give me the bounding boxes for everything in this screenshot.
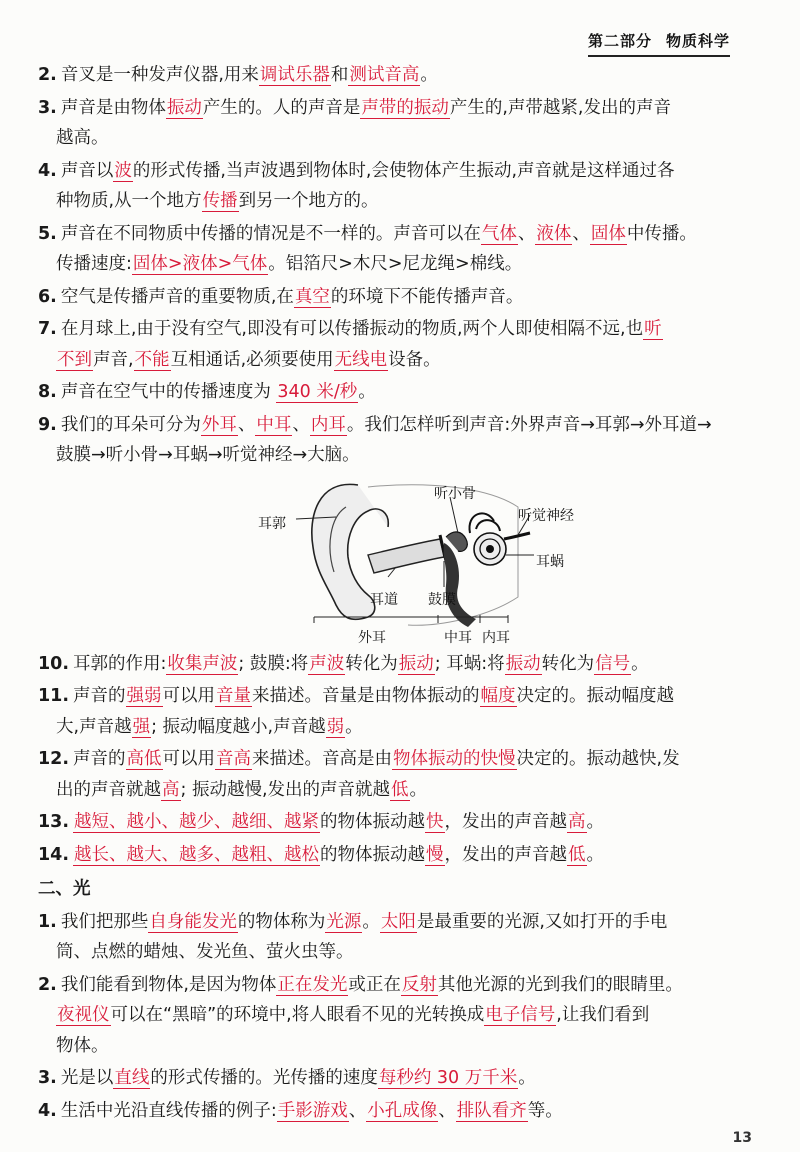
item-text: 产生的。人的声音是	[202, 97, 361, 118]
item-line	[38, 712, 740, 743]
answer-text: 快	[426, 812, 444, 832]
list-item	[38, 1063, 740, 1094]
answer-text: 外耳	[201, 414, 237, 435]
answer-text: 振动	[398, 653, 434, 674]
item-text: 转化为	[345, 653, 398, 674]
item-text: 的形式传播的。光传播的速度	[150, 1068, 378, 1088]
item-text: 。	[358, 382, 376, 402]
list-item	[38, 377, 740, 408]
item-number: 13.	[38, 812, 70, 832]
label-ear-canal: 耳道	[370, 591, 398, 608]
item-text: 物体。	[56, 1035, 109, 1056]
list-item	[38, 970, 740, 1062]
item-text: 声音在不同物质中传播的情况是不一样的。声音可以在	[60, 223, 481, 244]
item-text: 声音在空气中的传播速度为	[60, 382, 277, 402]
list-item	[38, 410, 740, 471]
label-inner-ear: 内耳	[482, 629, 510, 646]
item-line	[38, 249, 740, 280]
answer-text: 传播	[202, 191, 238, 211]
item-text: 我们的耳朵可分为	[60, 414, 201, 435]
answer-text: 越短、越小、越少、越细、越紧	[74, 812, 320, 832]
item-line	[38, 775, 740, 806]
list-item	[38, 314, 740, 375]
item-text: 音叉是一种发声仪器,用来	[60, 65, 259, 85]
list-item	[38, 807, 740, 838]
label-cochlea: 耳蜗	[536, 553, 564, 570]
item-text: 声音,	[93, 349, 134, 370]
item-number: 10.	[38, 653, 70, 674]
list-item	[38, 907, 740, 968]
answer-text: 固体>液体>气体	[132, 254, 268, 274]
answer-text: 低	[568, 844, 586, 865]
label-ossicles: 听小骨	[434, 485, 476, 502]
item-number: 2.	[38, 974, 57, 995]
answer-text: 收集声波	[167, 653, 238, 674]
answer-text: 手影游戏	[277, 1100, 348, 1121]
item-text: ; 振动越慢,发出的声音就越	[180, 779, 391, 800]
item-text: 声音的	[73, 686, 126, 706]
item-text: 声音的	[73, 749, 126, 769]
item-number: 3.	[38, 1068, 57, 1088]
answer-text: 夜视仪	[57, 1005, 110, 1025]
answer-text: 光源	[326, 911, 362, 932]
item-line	[38, 60, 740, 91]
item-number: 2.	[38, 65, 57, 85]
answer-text: 振动	[505, 653, 541, 674]
answer-text: 强	[132, 716, 151, 737]
item-text: 来描述。音高是由	[252, 749, 393, 769]
item-text: 中传播。	[626, 223, 697, 244]
item-number: 5.	[38, 223, 57, 244]
answer-text: 直线	[114, 1068, 150, 1088]
item-number: 4.	[38, 160, 57, 181]
answer-text: 声波	[309, 653, 345, 674]
item-line	[38, 410, 740, 441]
item-text: 来描述。音量是由物体振动的	[252, 686, 480, 706]
item-text: 筒、点燃的蜡烛、发光鱼、萤火虫等。	[56, 942, 354, 962]
item-line	[38, 970, 740, 1001]
answer-text: 物体振动的快慢	[393, 749, 516, 769]
list-item	[38, 840, 740, 871]
answer-text: 弱	[326, 716, 345, 737]
item-text: 耳郭的作用:	[73, 653, 167, 674]
item-text: 声音是由物体	[60, 97, 166, 118]
item-text: 我们能看到物体,是因为物体	[60, 974, 277, 995]
item-text: 、	[348, 1100, 367, 1121]
item-text: 、	[517, 223, 536, 244]
list-item	[38, 156, 740, 217]
page-number: 13	[732, 1130, 752, 1146]
item-line	[38, 937, 740, 968]
item-line	[38, 440, 740, 471]
item-text: 、	[292, 414, 310, 435]
item-line	[38, 1063, 740, 1094]
item-line	[38, 282, 740, 313]
item-text: 。	[518, 1068, 536, 1088]
item-line	[38, 377, 740, 408]
answer-text: 声带的振动	[361, 97, 449, 118]
item-line	[38, 1096, 740, 1127]
sound-items-list-a	[38, 60, 740, 471]
item-text: 。	[345, 716, 363, 737]
item-number: 4.	[38, 1100, 57, 1121]
item-text: ; 耳蜗:将	[434, 653, 505, 674]
header-subject: 物质科学	[665, 32, 730, 50]
item-text: 。我们怎样听到声音:外界声音→耳郭→外耳道→	[346, 414, 712, 435]
item-text: ，发出的声音越	[444, 812, 568, 832]
answer-text: 调试乐器	[259, 65, 330, 85]
item-line	[38, 907, 740, 938]
answer-text: 正在发光	[277, 974, 348, 995]
label-eardrum: 鼓膜	[428, 591, 456, 608]
item-text: 的形式传播,当声波遇到物体时,会使物体产生振动,声音就是这样通过各	[132, 160, 675, 181]
answer-text: 真空	[294, 286, 330, 307]
item-text: 到另一个地方的。	[238, 191, 379, 211]
answer-text: 气体	[481, 223, 517, 244]
item-text: 的物体振动越	[320, 844, 426, 865]
item-line	[38, 649, 740, 680]
item-text: 。	[586, 812, 605, 832]
item-number: 1.	[38, 911, 57, 932]
item-text: 种物质,从一个地方	[56, 191, 202, 211]
label-auricle: 耳郭	[258, 515, 286, 532]
answer-text: 340 米/秒	[277, 382, 358, 402]
item-text: 决定的。振动越快,发	[516, 749, 680, 769]
item-text: 其他光源的光到我们的眼睛里。	[437, 974, 683, 995]
answer-text: 太阳	[380, 911, 416, 932]
item-text: 可以用	[162, 686, 216, 706]
item-text: 在月球上,由于没有空气,即没有可以传播振动的物质,两个人即使相隔不远,也	[60, 319, 644, 339]
list-item	[38, 681, 740, 742]
item-text: 。铝箔尺>木尺>尼龙绳>棉线。	[268, 254, 523, 274]
answer-text: 高低	[126, 749, 162, 769]
item-text: 传播速度:	[56, 254, 132, 274]
light-items-list	[38, 907, 740, 1127]
item-number: 3.	[38, 97, 57, 118]
answer-text: 低	[391, 779, 409, 800]
answer-text: 内耳	[310, 414, 346, 435]
answer-text: 音高	[216, 749, 252, 769]
item-number: 7.	[38, 319, 57, 339]
item-text: 大,声音越	[56, 716, 132, 737]
answer-text: 固体	[590, 223, 626, 244]
item-text: 空气是传播声音的重要物质,在	[60, 286, 294, 307]
answer-text: 液体	[536, 223, 572, 244]
item-line	[38, 186, 740, 217]
answer-text: 强弱	[126, 686, 162, 706]
list-item	[38, 219, 740, 280]
item-text: ; 鼓膜:将	[238, 653, 309, 674]
answer-text: 小孔成像	[367, 1100, 438, 1121]
item-number: 11.	[38, 686, 70, 706]
item-number: 9.	[38, 414, 57, 435]
item-text: 转化为	[541, 653, 595, 674]
answer-text: 听	[644, 319, 662, 339]
item-text: 、	[572, 223, 590, 244]
answer-text: 音量	[216, 686, 252, 706]
item-text: 是最重要的光源,又如打开的手电	[416, 911, 668, 932]
item-line	[38, 840, 740, 871]
answer-text: 不到	[57, 349, 92, 370]
answer-text: 慢	[426, 844, 444, 865]
item-text: 。	[409, 779, 428, 800]
item-text: 。	[631, 653, 649, 674]
item-line	[38, 345, 740, 376]
list-item	[38, 60, 740, 91]
item-text: 决定的。振动幅度越	[516, 686, 675, 706]
answer-text: 电子信号	[485, 1005, 556, 1025]
list-item	[38, 649, 740, 680]
item-line	[38, 807, 740, 838]
item-text: 等。	[527, 1100, 563, 1121]
item-number: 12.	[38, 749, 70, 769]
answer-text: 幅度	[480, 686, 516, 706]
answer-text: 越长、越大、越多、越粗、越松	[74, 844, 320, 865]
item-text: 设备。	[388, 349, 441, 370]
page-header	[588, 30, 730, 57]
item-text: 互相通话,必须要使用	[170, 349, 334, 370]
answer-text: 波	[114, 160, 132, 181]
item-number: 8.	[38, 382, 57, 402]
item-line	[38, 1000, 740, 1031]
item-text: 。	[586, 844, 605, 865]
answer-text: 高	[568, 812, 586, 832]
item-text: 我们把那些	[60, 911, 149, 932]
item-line	[38, 314, 740, 345]
item-number: 14.	[38, 844, 70, 865]
answer-text: 测试音高	[349, 65, 420, 85]
page-content	[38, 60, 740, 1128]
list-item	[38, 282, 740, 313]
answer-text: 每秒约 30 万千米	[378, 1068, 518, 1088]
item-text: 。	[362, 911, 380, 932]
item-text: ，发出的声音越	[444, 844, 568, 865]
item-text: 出的声音就越	[56, 779, 161, 800]
item-number: 6.	[38, 286, 57, 307]
header-part: 第二部分	[587, 32, 652, 50]
item-text: 鼓膜→听小骨→耳蜗→听觉神经→大脑。	[56, 445, 360, 465]
answer-text: 排队看齐	[456, 1100, 527, 1121]
item-text: 产生的,声带越紧,发出的声音	[449, 97, 671, 118]
answer-text: 反射	[401, 974, 437, 995]
list-item	[38, 1096, 740, 1127]
answer-text: 振动	[166, 97, 202, 118]
list-item	[38, 93, 740, 154]
label-outer-ear: 外耳	[358, 629, 386, 646]
answer-text: 无线电	[334, 349, 388, 370]
item-text: ; 振动幅度越小,声音越	[151, 716, 326, 737]
item-text: 可以用	[162, 749, 216, 769]
label-auditory-nerve: 听觉神经	[518, 507, 574, 524]
item-text: 生活中光沿直线传播的例子:	[60, 1100, 277, 1121]
item-text: 可以在“黑暗”的环境中,将人眼看不见的光转换成	[110, 1005, 485, 1025]
item-line	[38, 156, 740, 187]
answer-text: 高	[162, 779, 180, 800]
item-text: 、	[438, 1100, 456, 1121]
item-line	[38, 123, 740, 154]
item-text: 光是以	[60, 1068, 114, 1088]
item-line	[38, 681, 740, 712]
item-text: 或正在	[348, 974, 401, 995]
item-text: 、	[237, 414, 256, 435]
item-text: 的物体振动越	[320, 812, 426, 832]
item-text: ,让我们看到	[556, 1005, 650, 1025]
item-line	[38, 219, 740, 250]
answer-text: 中耳	[256, 414, 292, 435]
answer-text: 自身能发光	[149, 911, 237, 932]
item-text: 的物体称为	[237, 911, 326, 932]
list-item	[38, 744, 740, 805]
item-line	[38, 1031, 740, 1062]
item-line	[38, 93, 740, 124]
answer-text: 信号	[595, 653, 631, 674]
item-line	[38, 744, 740, 775]
sound-items-list-b	[38, 649, 740, 871]
item-text: 声音以	[60, 160, 114, 181]
section-title-light: 二、光	[38, 879, 91, 899]
item-text: 和	[330, 65, 349, 85]
ear-diagram	[218, 477, 578, 645]
label-middle-ear: 中耳	[444, 629, 472, 646]
answer-text: 不能	[134, 349, 170, 370]
item-text: 。	[420, 65, 438, 85]
item-text: 越高。	[56, 128, 109, 148]
item-text: 的环境下不能传播声音。	[330, 286, 524, 307]
